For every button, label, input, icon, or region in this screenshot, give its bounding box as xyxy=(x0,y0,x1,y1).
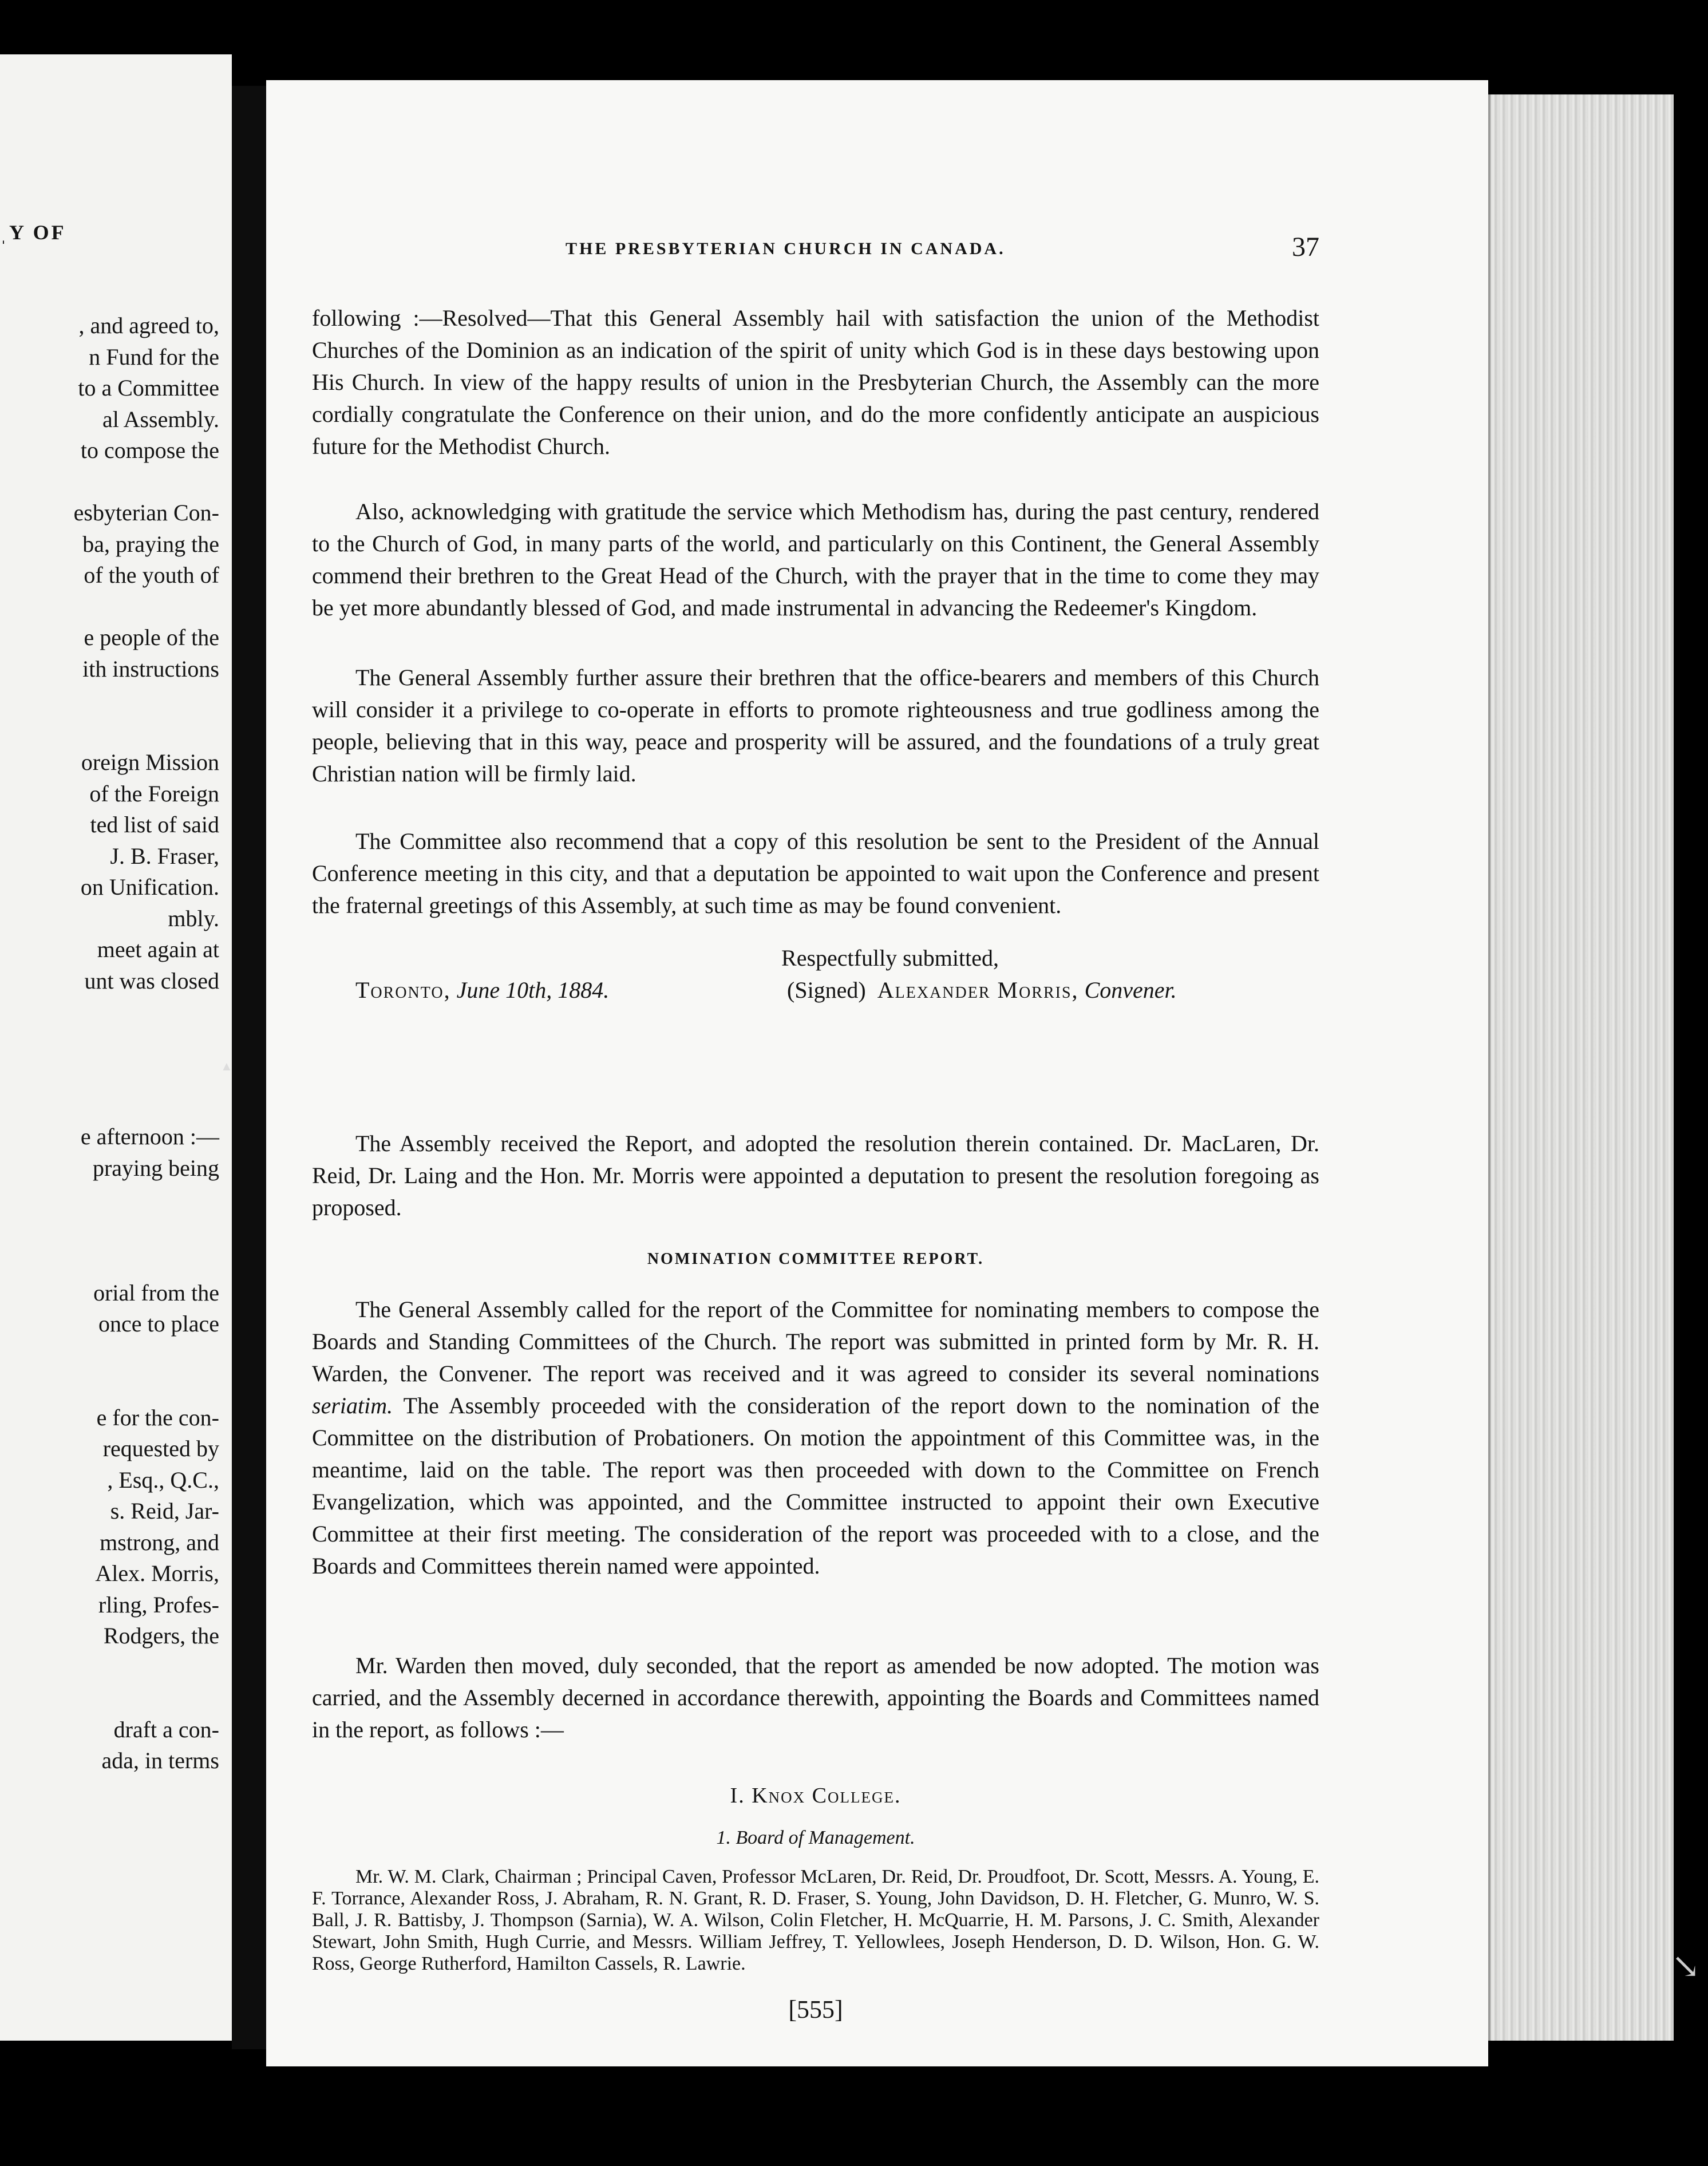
left-page-line: requested by xyxy=(102,1436,219,1461)
left-page-line: Rodgers, the xyxy=(103,1623,219,1649)
left-page-line: e people of the xyxy=(84,624,219,650)
signoff-date: June 10th, 1884. xyxy=(456,977,610,1003)
left-page-line: , and agreed to, xyxy=(78,313,219,338)
left-page-line: Alex. Morris, xyxy=(95,1560,219,1586)
signoff-signature xyxy=(787,974,1177,1006)
book-gutter xyxy=(232,86,266,2049)
knox-title-block xyxy=(312,1783,1319,1808)
left-page-line: mstrong, and xyxy=(100,1529,219,1555)
left-page-line: ba, praying the xyxy=(82,531,219,557)
running-head xyxy=(312,232,1319,270)
left-page-line: ted list of said xyxy=(90,812,219,837)
left-page-line: ith instructions xyxy=(82,655,219,682)
left-page-line: , Esq., Q.C., xyxy=(107,1467,219,1493)
left-page-line: unt was closed xyxy=(84,967,219,994)
left-page-line: oreign Mission xyxy=(81,749,219,775)
left-page-line: al Assembly. xyxy=(102,406,219,432)
paragraph-text xyxy=(312,1294,1319,1582)
left-page-line: on Unification. xyxy=(80,874,219,900)
members-list xyxy=(312,1866,1319,1975)
members-text: Mr. W. M. Clark, Chairman ; Principal Caven, Professor McLaren, Dr. Reid, Dr. Proudfoot, Dr. Scott, Messrs. A. Young, E. F. Torrance, Alexander Ross, J. Abraham, R. N. Grant, R. D. Fraser, S. Young, John Davidson, D. H. Fletcher, G. Munro, W. S. Ball, J. R. Battisby, J. Thompson (Sarnia), W. A. Wilson, Colin Fletcher, H. McQuarrie, H. M. Parsons, J. C. Smith, Alexander Stewart, John Smith, Hugh Currie, and Messrs. William Jeffrey, T. Yellowlees, Joseph Henderson, D. D. Wilson, Hon. G. W. Ross, George Rutherford, Hamilton Cassels, R. Lawrie. xyxy=(312,1866,1319,1974)
signoff-closing: Respectfully submitted, xyxy=(781,945,999,971)
left-page-line: draft a con- xyxy=(113,1716,219,1742)
paragraph-4 xyxy=(312,825,1319,922)
paragraph-text: The Committee also recommend that a copy of this resolution be sent to the President of the Annual Conference meeting in this city, and that a deputation be appointed to wait upon the Conference and present the fraternal greetings of this Assembly, at such time as may be found convenient. xyxy=(312,828,1319,918)
nomination-heading-block xyxy=(312,1250,1319,1268)
knox-subtitle-block xyxy=(312,1827,1319,1849)
signoff-signed: (Signed) xyxy=(787,977,866,1003)
page-number: 37 xyxy=(1292,232,1319,262)
left-page-line: J. B. Fraser, xyxy=(110,843,219,869)
left-page-line: rling, Profes- xyxy=(98,1591,219,1618)
folio: [555] xyxy=(788,1995,843,2023)
arrow-mark-icon: ▲ xyxy=(220,1059,233,1073)
p6-part-b: The Assembly proceeded with the consideration of the report down to the nomination of the Committee on the distribution of Probationers. On motion the appointment of this Committee was, in the meantime, laid on the table. The report was then proceeded with down to the Committee on French Evangelization, which was appointed, and the Committee instructed to appoint their own Executive Committee at their first meeting. The consideration of the report was proceeded with to a close, and the Boards and Committees therein named were appointed. xyxy=(312,1393,1319,1579)
left-page-line: of the Foreign xyxy=(89,780,219,807)
main-page xyxy=(266,80,1488,2066)
folio-block xyxy=(312,1995,1319,2024)
paragraph-text: The General Assembly further assure their brethren that the office-bearers and members of this Church will consider it a privilege to co-operate in efforts to promote righteousness and true godliness among the people, believing that in this way, peace and prosperity will be assured, and the foundations of a truly great Christian nation will be firmly laid. xyxy=(312,665,1319,786)
paragraph-7 xyxy=(312,1650,1319,1746)
signoff-role: Convener. xyxy=(1084,977,1177,1003)
left-page-line: ada, in terms xyxy=(101,1748,219,1773)
paragraph-text: Also, acknowledging with gratitude the service which Methodism has, during the past century, rendered to the Church of God, in many parts of the world, and particularly on this Continent, the General Assembly commend their brethren to the Great Head of the Church, with the prayer that in the time to come they may be yet more abundantly blessed of God, and made instrumental in advancing the Redeemer's Kingdom. xyxy=(312,499,1319,620)
knox-college-title: I. Knox College. xyxy=(730,1784,902,1808)
paragraph-5 xyxy=(312,1128,1319,1224)
left-page-line: to a Committee xyxy=(78,375,219,401)
signoff-place-date xyxy=(355,974,609,1006)
left-page-line: once to place xyxy=(98,1311,219,1337)
arrow-mark-icon: ↘ xyxy=(1671,1947,1701,1985)
left-page-line: n Fund for the xyxy=(89,343,219,370)
paragraph-2 xyxy=(312,496,1319,624)
signoff xyxy=(312,942,1319,1006)
p6-italic: seriatim. xyxy=(312,1393,393,1418)
left-page-line: esbyterian Con- xyxy=(73,500,219,525)
page-edges xyxy=(1488,94,1674,2041)
left-facing-page xyxy=(0,54,232,2041)
left-page-line: s. Reid, Jar- xyxy=(110,1498,219,1524)
left-page-line: orial from the xyxy=(93,1279,219,1306)
left-page-line: mbly. xyxy=(168,905,219,931)
running-title: THE PRESBYTERIAN CHURCH IN CANADA. xyxy=(566,239,1006,258)
paragraph-3 xyxy=(312,662,1319,790)
left-page-line: e afternoon :— xyxy=(80,1124,219,1149)
signoff-row xyxy=(312,974,1319,1006)
paragraph-6 xyxy=(312,1294,1319,1582)
paragraph-1 xyxy=(312,302,1319,463)
paragraph-text: following :—Resolved—That this General Assembly hail with satisfaction the union of the Methodist Churches of the Dominion as an indication of the spirit of unity which God is in these days bestowing upon His Church. In view of the happy results of union in the Presbyterian Church, the Assembly can the more cordially congratulate the Conference on their union, and do the more confidently anticipate an auspicious future for the Methodist Church. xyxy=(312,305,1319,459)
left-page-line: of the youth of xyxy=(84,562,219,588)
p6-part-a: The General Assembly called for the report of the Committee for nominating members to compose the Boards and Standing Committees of the Church. The report was submitted in printed form by Mr. R. H. Warden, the Convener. The report was received and it was agreed to consider its several nominations xyxy=(312,1297,1319,1386)
left-page-line: praying being xyxy=(92,1155,219,1181)
left-page-line: e for the con- xyxy=(96,1404,219,1430)
board-of-management-title: 1. Board of Management. xyxy=(716,1827,915,1848)
paragraph-text: The Assembly received the Report, and adopted the resolution therein contained. Dr. MacLaren, Dr. Reid, Dr. Laing and the Hon. Mr. Morris were appointed a deputation to present the resolution foregoing as proposed. xyxy=(312,1131,1319,1220)
signoff-place: Toronto, xyxy=(355,977,451,1003)
paragraph-text: Mr. Warden then moved, duly seconded, that the report as amended be now adopted. The motion was carried, and the Assembly decerned in accordance therewith, appointing the Boards and Committees named in the report, as follows :— xyxy=(312,1653,1319,1742)
left-page-line: to compose the xyxy=(80,437,219,463)
nomination-heading: NOMINATION COMMITTEE REPORT. xyxy=(647,1250,985,1268)
left-page-header: ˌY OF xyxy=(0,221,66,244)
left-page-line: meet again at xyxy=(97,936,219,962)
signoff-name: Alexander Morris, xyxy=(877,977,1079,1003)
